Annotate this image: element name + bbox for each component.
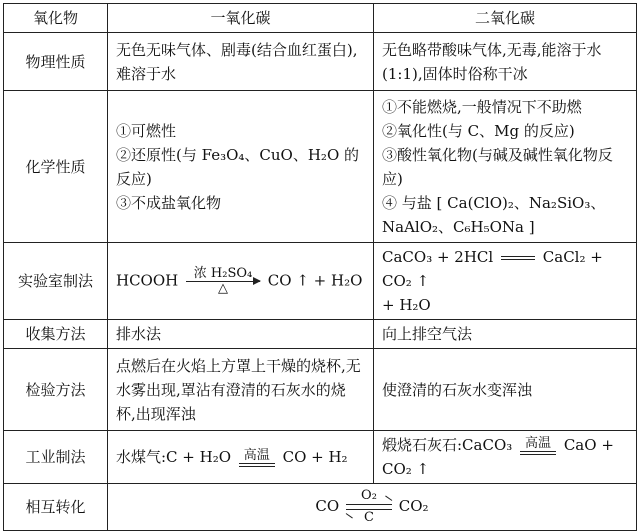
row-label: 检验方法 [4, 349, 108, 431]
cell-co-collection: 排水法 [108, 320, 374, 349]
condition-above: 浓 H₂SO₄ [193, 265, 253, 281]
equals-sign [239, 449, 275, 467]
condition-above: O₂ [361, 488, 377, 503]
conversion-left: CO [315, 497, 340, 515]
conversion-right: CO₂ [398, 497, 429, 515]
row-conversion [4, 484, 637, 531]
condition-above: 高温 [525, 436, 552, 451]
product: CaCl₂ + CO₂ ↑ [382, 248, 603, 290]
list-item: ③酸性氧化物(与碱及碱性氧化物反应) [382, 145, 613, 188]
cell-co-chemical [108, 91, 374, 243]
row-label: 实验室制法 [4, 243, 108, 320]
condition-below: △ [218, 280, 229, 296]
reaction-arrow [186, 267, 260, 296]
equals-sign [520, 437, 556, 455]
cell-conversion [108, 484, 637, 531]
cell-co-industrial [108, 431, 374, 484]
row-industrial [4, 431, 637, 484]
list-item: ①不能燃烧,一般情况下不助燃 [382, 97, 582, 116]
product: CO + H₂ [282, 448, 348, 466]
reactant: 煅烧石灰石:CaCO₃ [382, 436, 513, 454]
co-co2-comparison-table [3, 3, 637, 531]
condition-below: C [364, 510, 374, 525]
cell-co-physical: 无色无味气体、剧毒(结合血红蛋白),难溶于水 [108, 33, 374, 91]
product: CO ↑ + H₂O [267, 271, 363, 289]
product: CaO + CO₂ ↑ [382, 436, 614, 478]
row-chemical [4, 91, 637, 243]
list-item: ①可燃性 [116, 121, 177, 140]
row-label: 工业制法 [4, 431, 108, 484]
list-item: ②还原性(与 Fe₃O₄、CuO、H₂O 的反应) [116, 145, 360, 188]
row-physical [4, 33, 637, 91]
list-item: ④ 与盐 [ Ca(ClO)₂、Na₂SiO₃、NaAlO₂、C₆H₅ONa ] [382, 193, 606, 236]
row-label: 相互转化 [4, 484, 108, 531]
cell-co-lab-prep [108, 243, 374, 320]
list-item: ③不成盐氧化物 [116, 193, 222, 212]
header-co: 一氧化碳 [108, 4, 374, 33]
row-collection [4, 320, 637, 349]
reversible-arrow [346, 489, 392, 525]
row-label: 化学性质 [4, 91, 108, 243]
row-lab-prep [4, 243, 637, 320]
reactant: CaCO₃ + 2HCl [382, 248, 494, 266]
cell-co2-test: 使澄清的石灰水变浑浊 [374, 349, 637, 431]
header-co2: 二氧化碳 [374, 4, 637, 33]
cell-co2-physical: 无色略带酸味气体,无毒,能溶于水(1:1),固体时俗称干冰 [374, 33, 637, 91]
product-continued: + H₂O [382, 296, 431, 314]
cell-co2-chemical [374, 91, 637, 243]
condition-above: 高温 [243, 448, 270, 463]
header-row [4, 4, 637, 33]
cell-co2-lab-prep [374, 243, 637, 320]
row-label: 收集方法 [4, 320, 108, 349]
header-oxide: 氧化物 [4, 4, 108, 33]
cell-co2-industrial [374, 431, 637, 484]
list-item: ②氧化性(与 C、Mg 的反应) [382, 121, 575, 140]
cell-co2-collection: 向上排空气法 [374, 320, 637, 349]
cell-co-test: 点燃后在火焰上方罩上干燥的烧杯,无水雾出现,罩沾有澄清的石灰水的烧杯,出现浑浊 [108, 349, 374, 431]
equals-sign [501, 256, 535, 260]
row-test [4, 349, 637, 431]
row-label: 物理性质 [4, 33, 108, 91]
reactant: HCOOH [116, 271, 179, 289]
reactant: 水煤气:C + H₂O [116, 448, 232, 466]
